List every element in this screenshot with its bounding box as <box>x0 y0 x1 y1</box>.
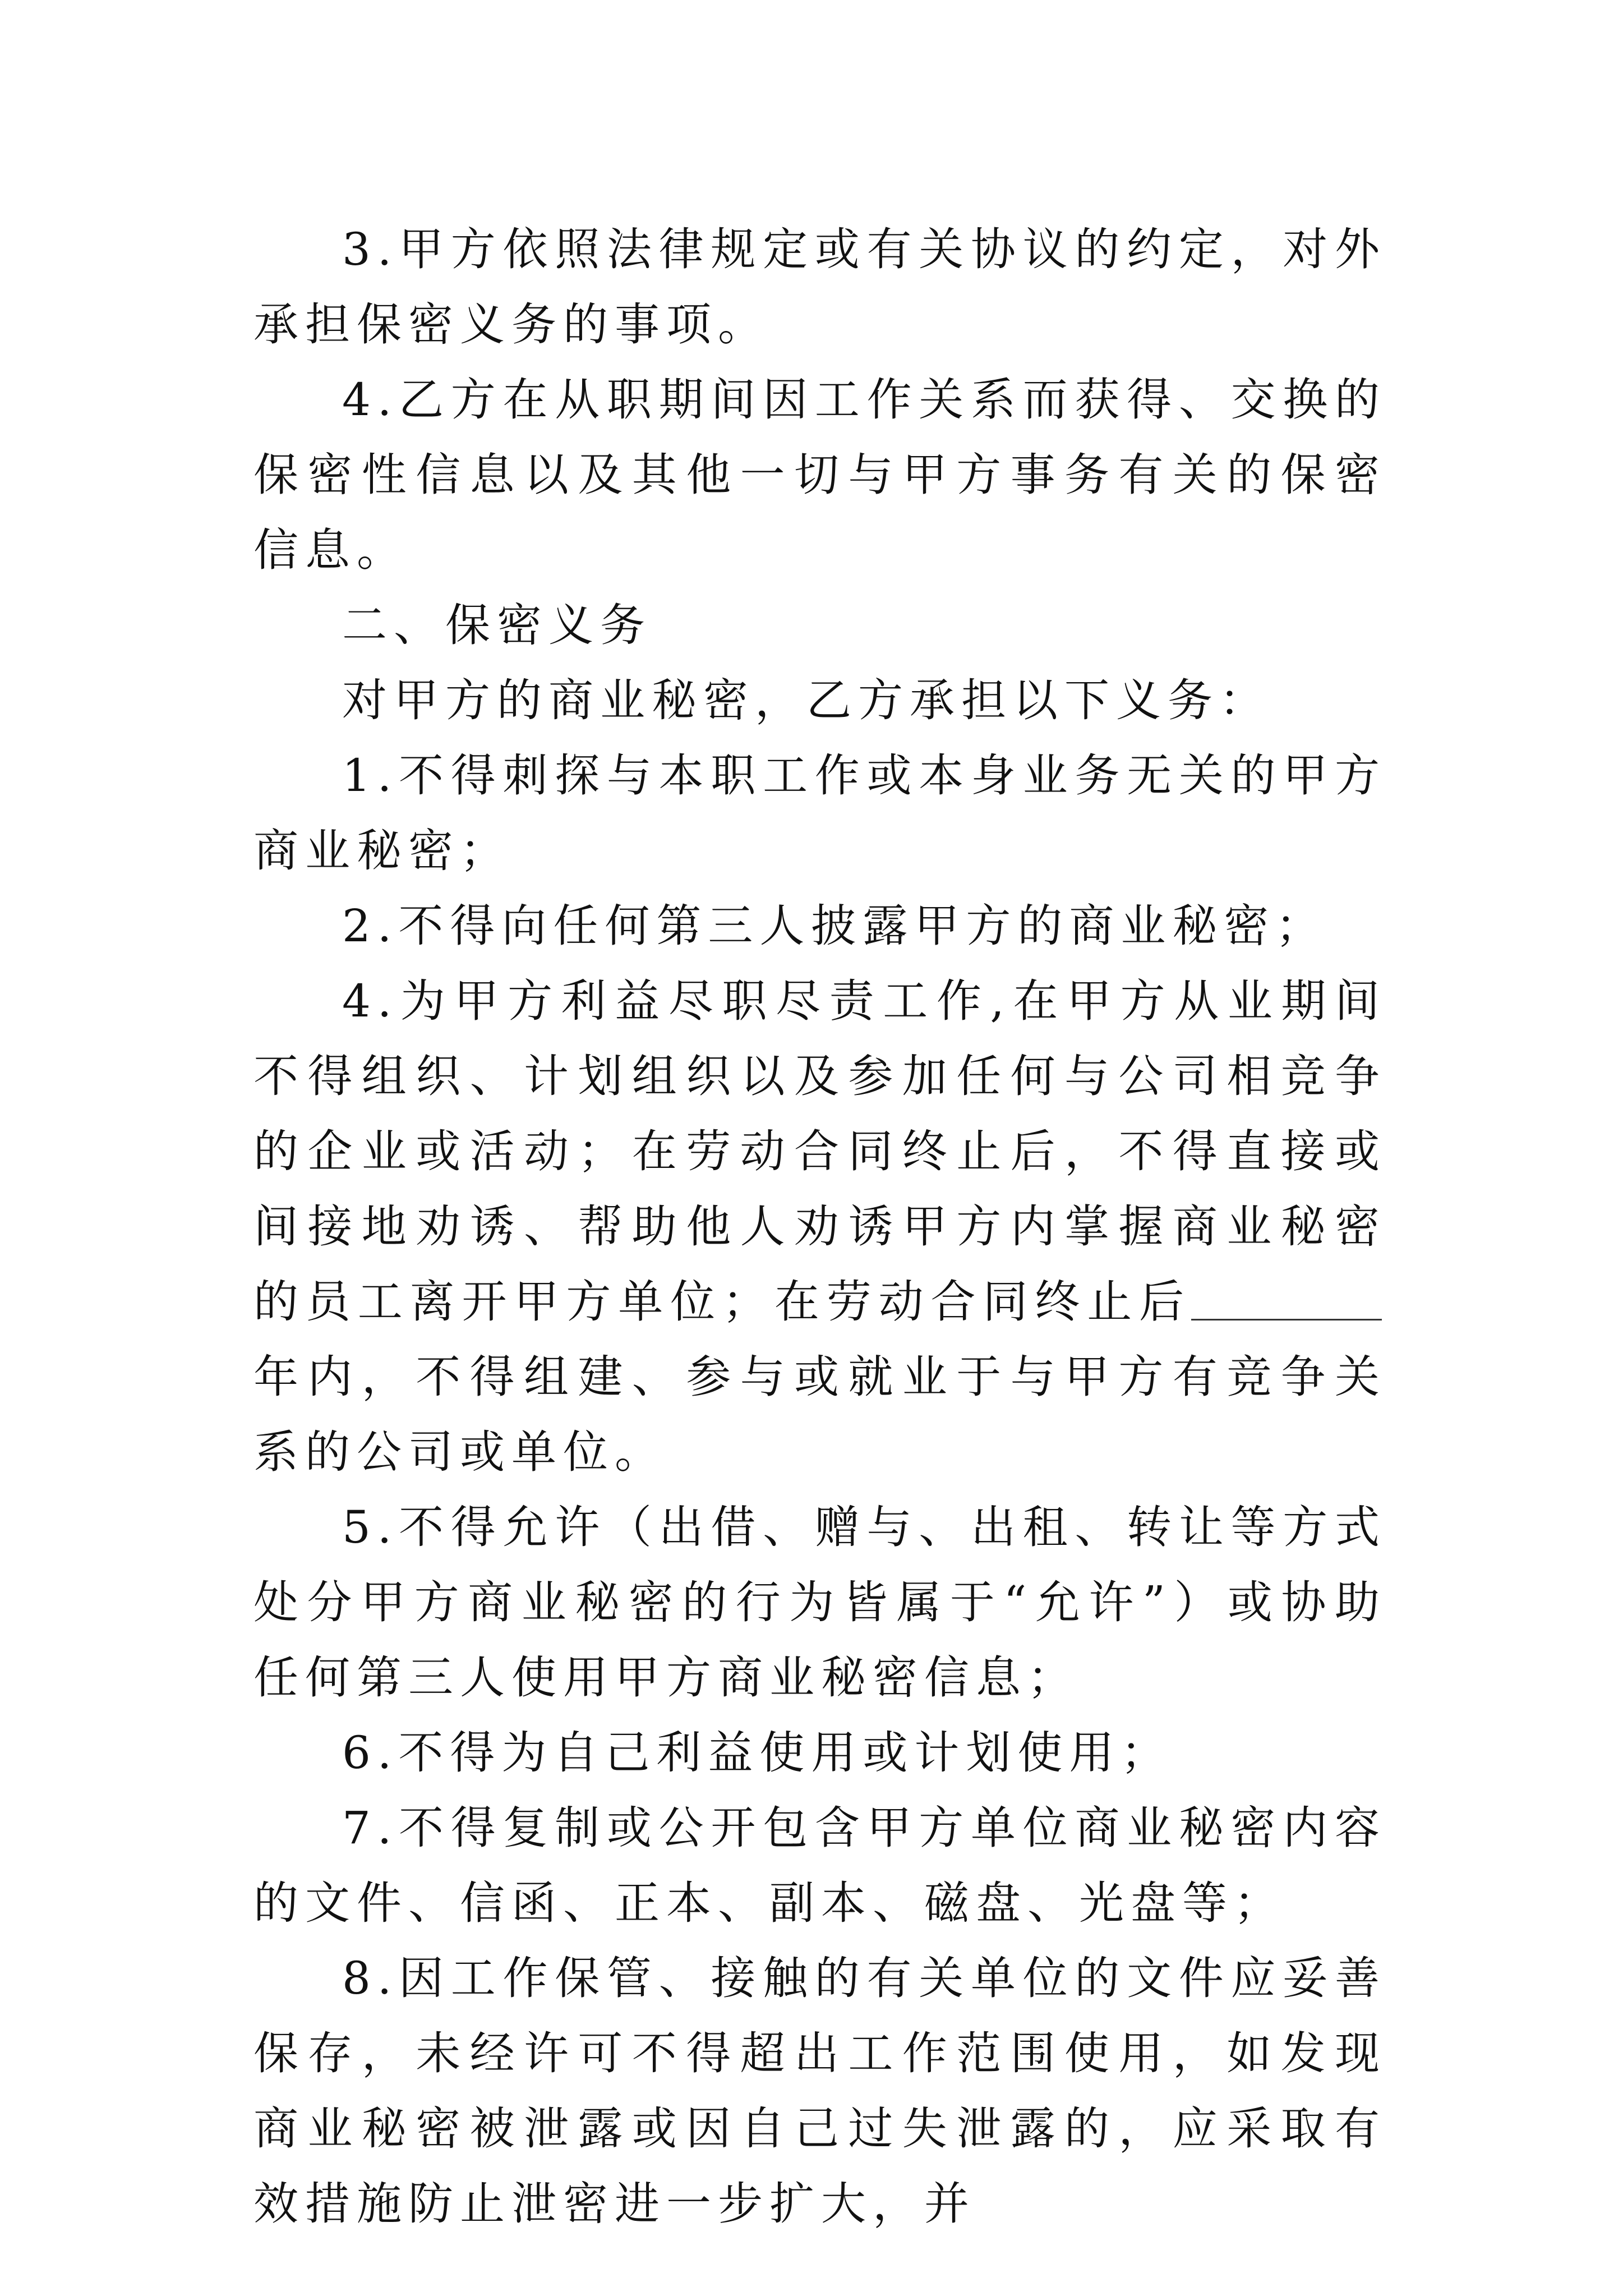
fill-in-blank <box>1191 1274 1382 1320</box>
document-body <box>253 212 1386 2242</box>
paragraph-obligation-4-after: 年内，不得组建、参与或就业于与甲方有竞争关系的公司或单位。 <box>253 1351 1386 1478</box>
paragraph-obligation-2: 2.不得向任何第三人披露甲方的商业秘密； <box>342 900 1327 952</box>
paragraph-obligation-4 <box>253 964 1386 1490</box>
paragraph-item-3: 3.甲方依照法律规定或有关协议的约定，对外承担保密义务的事项。 <box>253 223 1386 351</box>
paragraph-obligation-4-before: 4.为甲方利益尽职尽责工作,在甲方从业期间不得组织、计划组织以及参加任何与公司相竞争的企业或活动；在劳动合同终止后，不得直接或间接地劝诱、帮助他人劝诱甲方内掌握商业秘密的员工离开甲方单位；在劳动合同终止后 <box>253 975 1386 1328</box>
paragraph-obligation-6: 6.不得为自己利益使用或计划使用； <box>342 1727 1173 1779</box>
paragraph-obligation-1: 1.不得刺探与本职工作或本身业务无关的甲方商业秘密； <box>253 749 1386 877</box>
paragraph-obligation-8: 8.因工作保管、接触的有关单位的文件应妥善保存，未经许可不得超出工作范围使用，如发现商业秘密被泄露或因自己过失泄露的，应采取有效措施防止泄密进一步扩大，并 <box>253 1952 1386 2230</box>
paragraph-obligation-7: 7.不得复制或公开包含甲方单位商业秘密内容的文件、信函、正本、副本、磁盘、光盘等； <box>253 1802 1386 1929</box>
paragraph-obligation-5: 5.不得允许（出借、赠与、出租、转让等方式处分甲方商业秘密的行为皆属于“允许”）或协助任何第三人使用甲方商业秘密信息； <box>253 1501 1386 1704</box>
paragraph-intro: 对甲方的商业秘密，乙方承担以下义务： <box>342 674 1271 726</box>
paragraph-item-4: 4.乙方在从职期间因工作关系而获得、交换的保密性信息以及其他一切与甲方事务有关的保密信息。 <box>253 374 1386 576</box>
section-heading-confidentiality-obligations: 二、保密义务 <box>342 599 652 651</box>
